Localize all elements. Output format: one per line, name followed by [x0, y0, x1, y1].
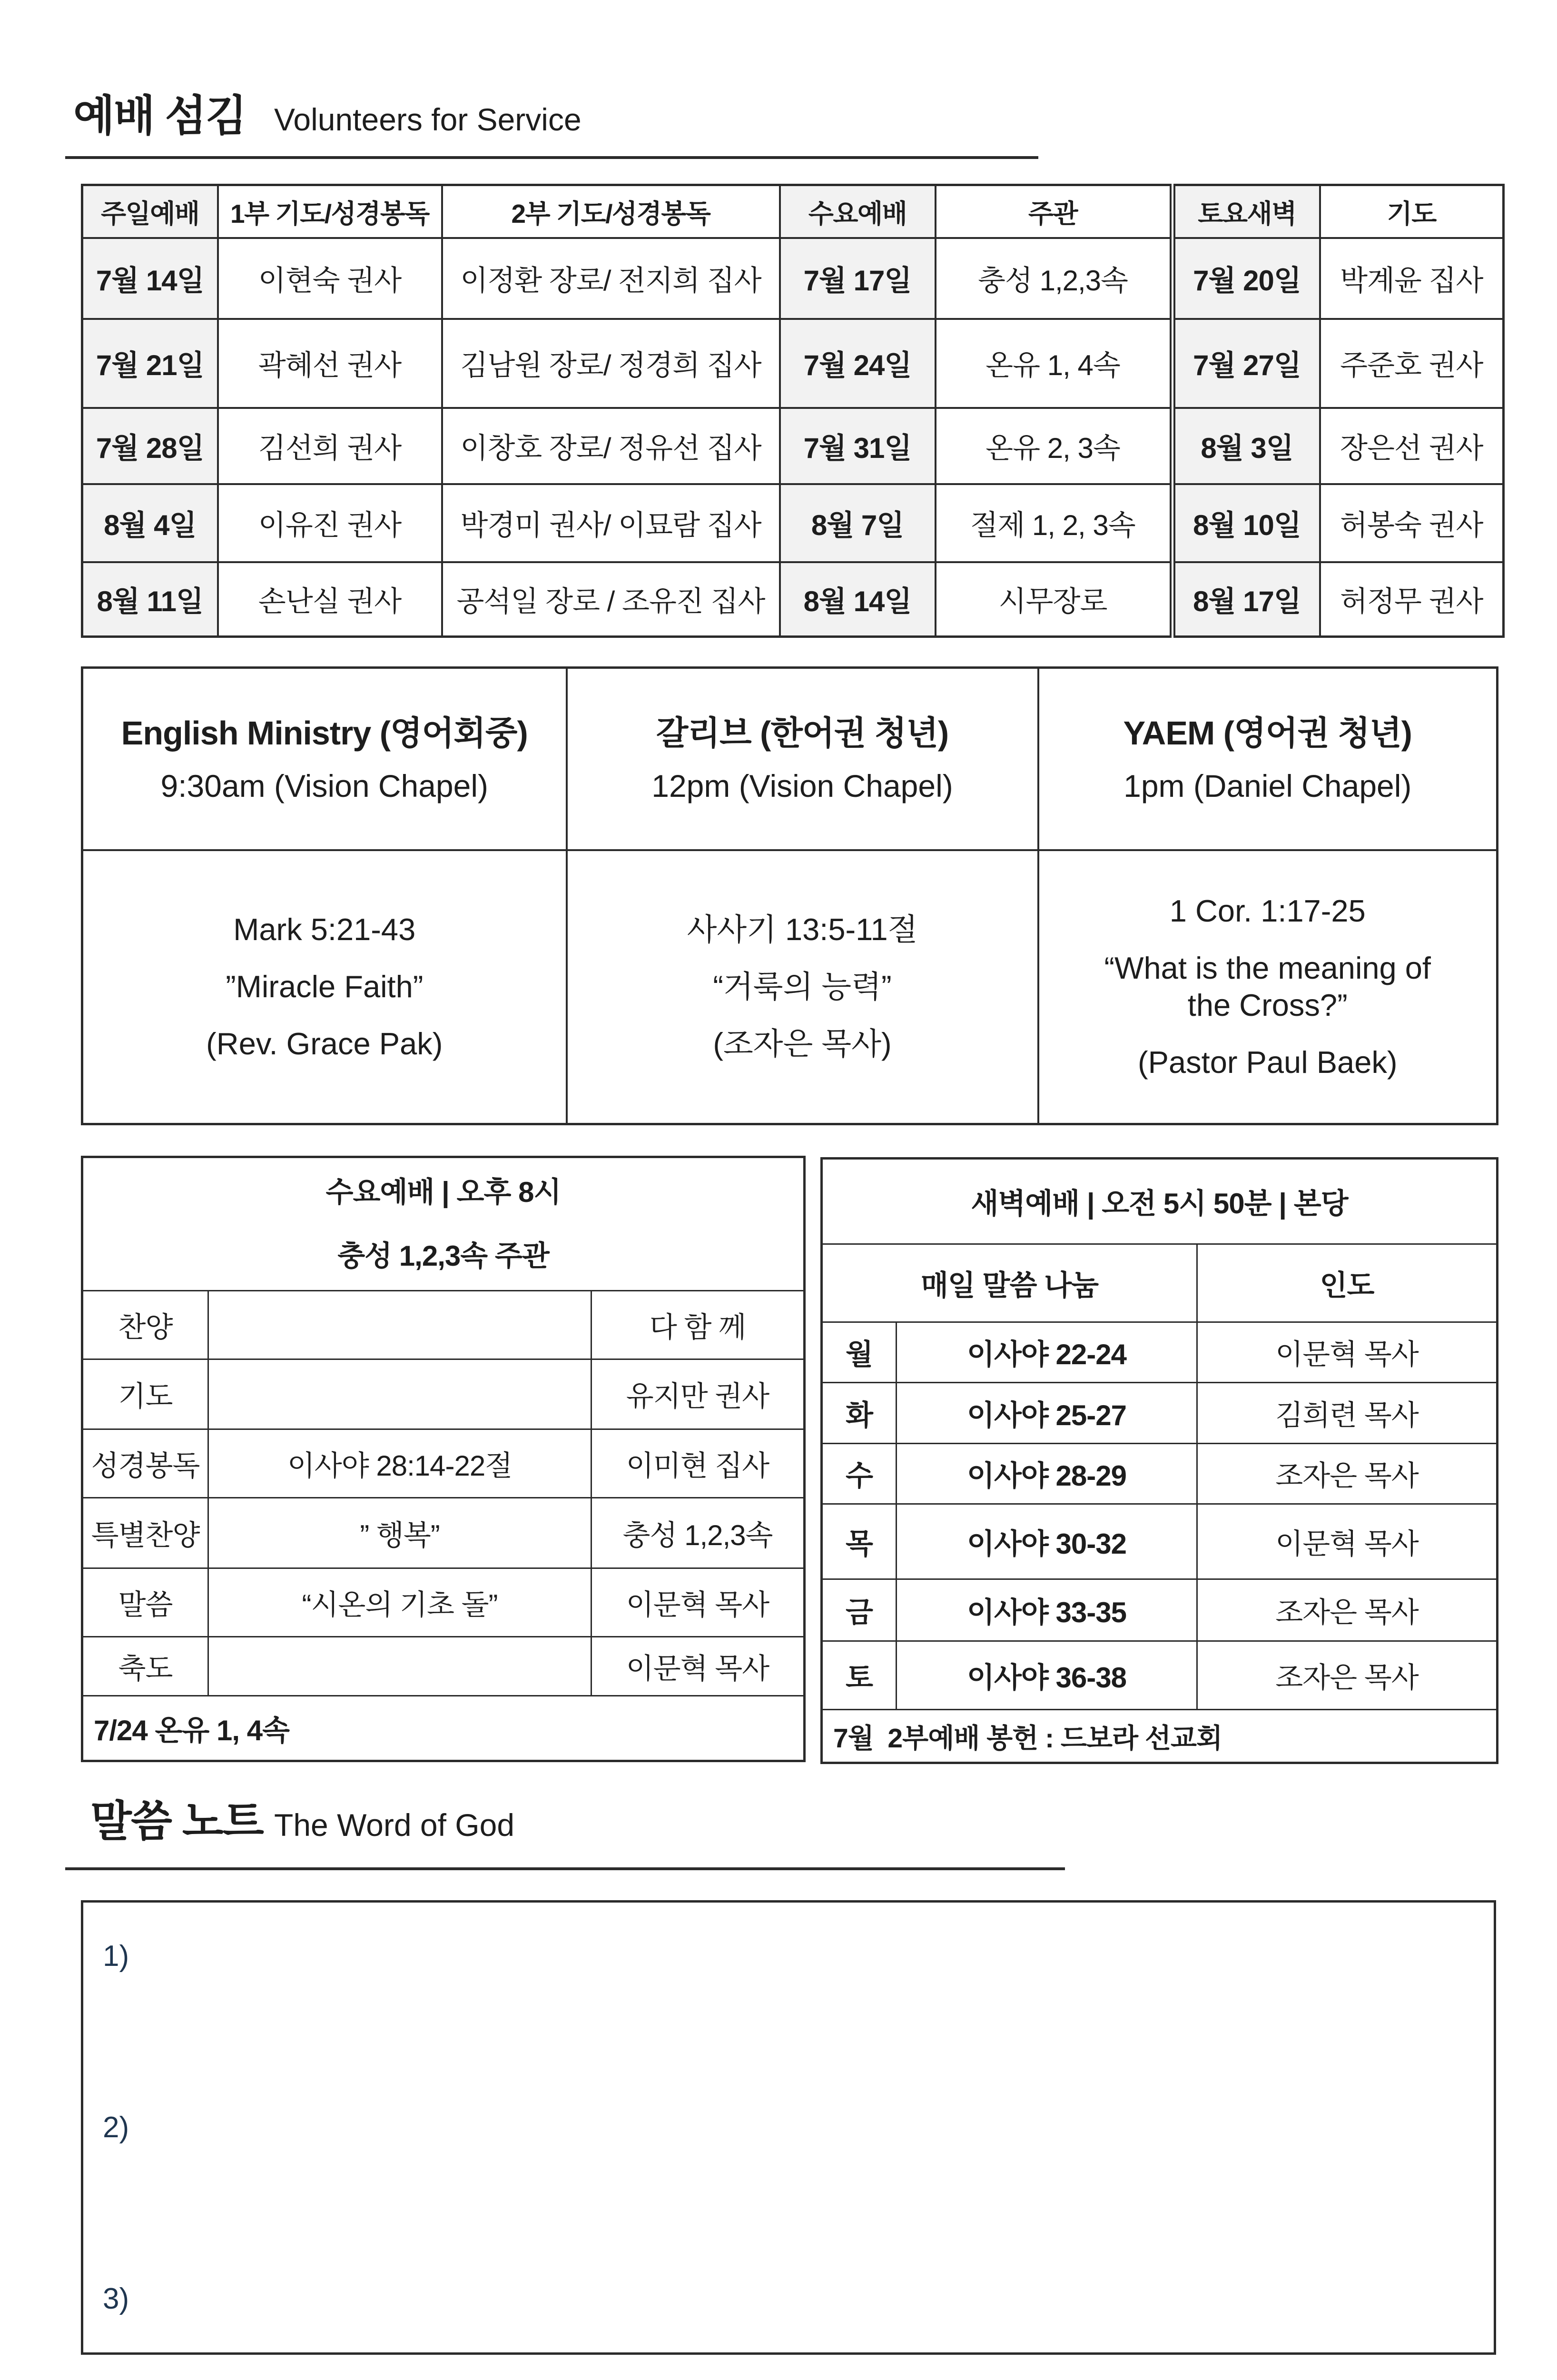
saturday-dawn-date: 7월 20일 [1173, 238, 1320, 319]
ministry-time: 1pm (Daniel Chapel) [1123, 768, 1412, 803]
day-label: 목 [822, 1504, 897, 1579]
order-leader: 유지만 권사 [591, 1359, 805, 1429]
section-divider [65, 1867, 1065, 1870]
day-label: 금 [822, 1579, 897, 1641]
header-leader: 인도 [1197, 1244, 1498, 1322]
ministry-sermon-galib [567, 850, 1038, 1124]
ministry-name: YAEM (영어권 청년) [1123, 714, 1412, 752]
section-divider [65, 156, 1038, 159]
day-label: 토 [822, 1641, 897, 1710]
second-service-volunteers: 공석일 장로 / 조유진 집사 [442, 562, 780, 637]
wednesday-host-group: 온유 1, 4속 [936, 319, 1173, 408]
wednesday-date: 7월 31일 [780, 408, 936, 484]
volunteer-row [82, 319, 1504, 408]
volunteers-title-english: Volunteers for Service [274, 102, 581, 137]
reading-passage: 이사야 36-38 [897, 1641, 1197, 1710]
sunday-date: 7월 21일 [82, 319, 218, 408]
wednesday-date: 8월 14일 [780, 562, 936, 637]
ministry-header-galib [567, 668, 1038, 850]
dawn-service-title: 새벽예배 | 오전 5시 50분 | 본당 [822, 1159, 1498, 1244]
note-number: 1) [103, 1940, 129, 1973]
scripture-reference: 사사기 13:5-11절 [687, 912, 918, 947]
dawn-row [822, 1444, 1498, 1504]
wednesday-service-host: 충성 1,2,3속 주관 [337, 1240, 549, 1272]
preacher: (Pastor Paul Baek) [1137, 1045, 1398, 1080]
saturday-prayer-volunteer: 박계윤 집사 [1320, 238, 1504, 319]
second-service-volunteers: 이정환 장로/ 전지희 집사 [442, 238, 780, 319]
order-item: 찬양 [82, 1291, 208, 1359]
wednesday-title-cell [82, 1157, 805, 1291]
volunteers-title-korean: 예배 섬김 [73, 92, 246, 140]
ministry-time: 9:30am (Vision Chapel) [160, 768, 488, 803]
sunday-date: 7월 14일 [82, 238, 218, 319]
order-item: 특별찬양 [82, 1498, 208, 1568]
wednesday-date: 7월 17일 [780, 238, 936, 319]
saturday-dawn-date: 7월 27일 [1173, 319, 1320, 408]
wednesday-service-table [81, 1156, 806, 1762]
order-detail: “시온의 기초 돌” [208, 1568, 591, 1637]
order-item: 성경봉독 [82, 1429, 208, 1498]
header-sunday-service: 주일예배 [82, 185, 218, 238]
wednesday-host-group: 시무장로 [936, 562, 1173, 637]
reading-passage: 이사야 22-24 [897, 1322, 1197, 1383]
order-item: 기도 [82, 1359, 208, 1429]
first-service-volunteer: 손난실 권사 [218, 562, 442, 637]
header-daily-reading: 매일 말씀 나눔 [822, 1244, 1197, 1322]
wednesday-service-title: 수요예배 | 오후 8시 [325, 1176, 561, 1208]
day-label: 화 [822, 1383, 897, 1444]
order-leader: 이문혁 목사 [591, 1637, 805, 1696]
scripture-reference: 1 Cor. 1:17-25 [1169, 893, 1366, 929]
word-note-title-korean: 말씀 노트 [90, 1798, 263, 1845]
reading-passage: 이사야 28-29 [897, 1444, 1197, 1504]
volunteer-row [82, 484, 1504, 562]
header-host: 주관 [936, 185, 1173, 238]
order-detail [208, 1359, 591, 1429]
dawn-footer-note: 7월 2부예배 봉헌 : 드보라 선교회 [822, 1710, 1498, 1763]
second-service-volunteers: 이창호 장로/ 정유선 집사 [442, 408, 780, 484]
word-note-title-english: The Word of God [274, 1807, 515, 1843]
dawn-row [822, 1383, 1498, 1444]
order-item: 축도 [82, 1637, 208, 1696]
ministry-sermon-english [82, 850, 567, 1124]
dawn-footer-row [822, 1710, 1498, 1763]
header-second-service: 2부 기도/성경봉독 [442, 185, 780, 238]
header-first-service: 1부 기도/성경봉독 [218, 185, 442, 238]
saturday-prayer-volunteer: 장은선 권사 [1320, 408, 1504, 484]
dawn-row [822, 1504, 1498, 1579]
ministry-sermon-yaem [1038, 850, 1498, 1124]
order-leader: 충성 1,2,3속 [591, 1498, 805, 1568]
order-row [82, 1498, 805, 1568]
wednesday-host-group: 온유 2, 3속 [936, 408, 1173, 484]
header-saturday-dawn: 토요새벽 [1173, 185, 1320, 238]
saturday-dawn-date: 8월 10일 [1173, 484, 1320, 562]
ministry-time: 12pm (Vision Chapel) [651, 768, 953, 803]
note-number: 3) [103, 2282, 129, 2315]
order-row [82, 1291, 805, 1359]
sermon-notes-box [81, 1900, 1496, 2355]
dawn-service-table [820, 1157, 1498, 1764]
word-note-section-title [90, 1797, 514, 1847]
order-detail: ” 행복” [208, 1498, 591, 1568]
dawn-row [822, 1579, 1498, 1641]
saturday-prayer-volunteer: 주준호 권사 [1320, 319, 1504, 408]
order-row [82, 1637, 805, 1696]
reading-passage: 이사야 25-27 [897, 1383, 1197, 1444]
dawn-row [822, 1322, 1498, 1383]
volunteers-section-title [73, 92, 581, 141]
reading-leader: 조자은 목사 [1197, 1579, 1498, 1641]
reading-leader: 이문혁 목사 [1197, 1504, 1498, 1579]
header-wednesday-service: 수요예배 [780, 185, 936, 238]
order-row [82, 1359, 805, 1429]
ministries-header-row [82, 668, 1498, 850]
ministry-name: 갈리브 (한어권 청년) [656, 714, 949, 752]
preacher: (조자은 목사) [713, 1026, 892, 1061]
order-detail [208, 1637, 591, 1696]
order-leader: 이미현 집사 [591, 1429, 805, 1498]
saturday-prayer-volunteer: 허정무 권사 [1320, 562, 1504, 637]
volunteer-row [82, 562, 1504, 637]
sunday-date: 8월 4일 [82, 484, 218, 562]
reading-passage: 이사야 30-32 [897, 1504, 1197, 1579]
ministry-name: English Ministry (영어회중) [121, 714, 528, 752]
wednesday-date: 7월 24일 [780, 319, 936, 408]
first-service-volunteer: 곽혜선 권사 [218, 319, 442, 408]
wednesday-host-group: 절제 1, 2, 3속 [936, 484, 1173, 562]
first-service-volunteer: 이현숙 권사 [218, 238, 442, 319]
reading-leader: 조자은 목사 [1197, 1444, 1498, 1504]
reading-leader: 이문혁 목사 [1197, 1322, 1498, 1383]
sermon-title: ”Miracle Faith” [226, 969, 424, 1004]
order-row [82, 1568, 805, 1637]
header-prayer: 기도 [1320, 185, 1504, 238]
volunteer-row [82, 408, 1504, 484]
saturday-prayer-volunteer: 허봉숙 권사 [1320, 484, 1504, 562]
wednesday-host-group: 충성 1,2,3속 [936, 238, 1173, 319]
preacher: (Rev. Grace Pak) [206, 1026, 443, 1061]
reading-leader: 조자은 목사 [1197, 1641, 1498, 1710]
order-leader: 이문혁 목사 [591, 1568, 805, 1637]
second-service-volunteers: 김남원 장로/ 정경희 집사 [442, 319, 780, 408]
volunteers-table [81, 184, 1505, 638]
sermon-title: “거룩의 능력” [713, 969, 892, 1004]
note-number: 2) [103, 2111, 129, 2144]
reading-passage: 이사야 33-35 [897, 1579, 1197, 1641]
ministries-sermon-row [82, 850, 1498, 1124]
order-item: 말씀 [82, 1568, 208, 1637]
dawn-header-row [822, 1244, 1498, 1322]
wednesday-title-row [82, 1157, 805, 1291]
scripture-reference: Mark 5:21-43 [233, 912, 416, 947]
sunday-date: 8월 11일 [82, 562, 218, 637]
day-label: 월 [822, 1322, 897, 1383]
volunteers-header-row [82, 185, 1504, 238]
wednesday-date: 8월 7일 [780, 484, 936, 562]
order-detail: 이사야 28:14-22절 [208, 1429, 591, 1498]
order-detail [208, 1291, 591, 1359]
saturday-dawn-date: 8월 3일 [1173, 408, 1320, 484]
sunday-date: 7월 28일 [82, 408, 218, 484]
dawn-title-row [822, 1159, 1498, 1244]
saturday-dawn-date: 8월 17일 [1173, 562, 1320, 637]
first-service-volunteer: 이유진 권사 [218, 484, 442, 562]
volunteer-row [82, 238, 1504, 319]
ministry-header-english [82, 668, 567, 850]
reading-leader: 김희련 목사 [1197, 1383, 1498, 1444]
wednesday-footer-row [82, 1696, 805, 1761]
dawn-row [822, 1641, 1498, 1710]
order-leader: 다 함 께 [591, 1291, 805, 1359]
order-row [82, 1429, 805, 1498]
second-service-volunteers: 박경미 권사/ 이묘람 집사 [442, 484, 780, 562]
day-label: 수 [822, 1444, 897, 1504]
ministry-header-yaem [1038, 668, 1498, 850]
first-service-volunteer: 김선희 권사 [218, 408, 442, 484]
wednesday-footer-note: 7/24 온유 1, 4속 [82, 1696, 805, 1761]
ministries-table [81, 666, 1498, 1125]
sermon-title: “What is the meaning of the Cross?” [1104, 951, 1431, 1023]
